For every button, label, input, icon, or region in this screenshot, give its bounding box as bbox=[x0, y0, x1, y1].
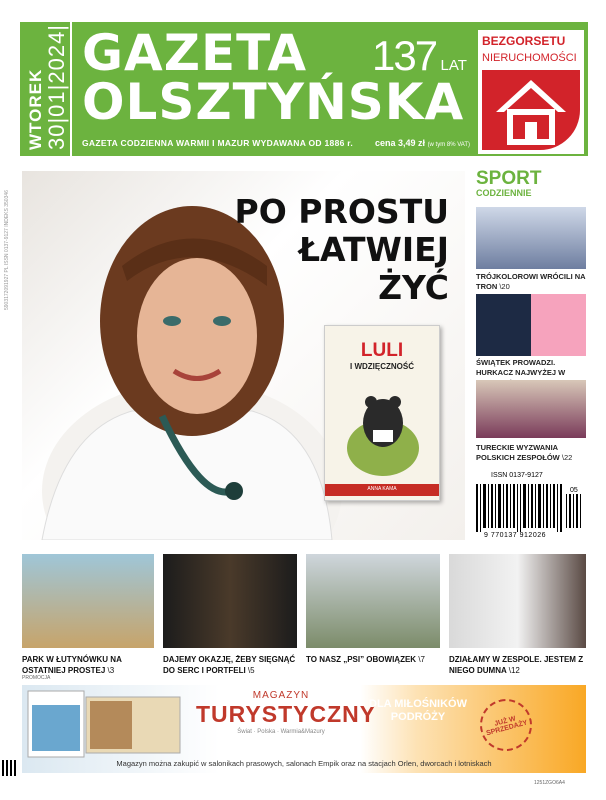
story-photo-portrait[interactable] bbox=[449, 554, 586, 648]
anniversary-badge bbox=[372, 32, 467, 80]
sport-item-title: ŚWIĄTEK PROWADZI. HURKACZ NAJWYŻEJ W bbox=[476, 358, 566, 377]
page-ref: \3 bbox=[107, 666, 115, 675]
book-subtitle: I WDZIĘCZNOŚĆ bbox=[350, 362, 414, 371]
sport-item-caption[interactable] bbox=[476, 443, 588, 463]
story-caption[interactable] bbox=[163, 654, 301, 676]
sport-photo-volleyball[interactable] bbox=[476, 207, 586, 269]
sport-header: SPORT bbox=[476, 168, 542, 189]
story-title: PARK W ŁUTYNÓWKU NA OSTATNIEJ PROSTEJ bbox=[22, 655, 122, 675]
price bbox=[375, 138, 470, 148]
anniversary-label: LAT bbox=[440, 57, 467, 74]
story-title: DAJEMY OKAZJĘ, ŻEBY SIĘGNĄĆ DO SERC I PORTFELI bbox=[163, 655, 296, 675]
price-value: cena 3,49 zł bbox=[375, 138, 426, 148]
issn: ISSN 0137-9127 bbox=[491, 472, 543, 479]
newspaper-title-line2: OLSZTYŃSKA bbox=[82, 73, 465, 131]
sport-photo-handball[interactable] bbox=[476, 380, 586, 438]
tagline: GAZETA CODZIENNA WARMII I MAZUR WYDAWANA OD 1886 r. bbox=[82, 138, 354, 148]
hero-headline bbox=[189, 193, 449, 307]
on-sale-stamp: JUŻ W SPRZEDAŻY bbox=[474, 693, 538, 757]
book-cover bbox=[324, 325, 440, 501]
story-caption[interactable] bbox=[449, 654, 586, 676]
promo-label: PROMOCJA bbox=[22, 675, 51, 681]
promo-footer: Magazyn można zakupić w salonikach prasowych, salonach Empik oraz na stacjach Orlen, dworcach i lotniskach bbox=[116, 759, 492, 768]
barcode-icon bbox=[476, 484, 584, 532]
story-caption[interactable] bbox=[306, 654, 440, 665]
page-ref: \5 bbox=[247, 666, 255, 675]
magazine-covers bbox=[24, 687, 184, 759]
page-ref: \12 bbox=[508, 666, 520, 675]
page-ref: \20 bbox=[499, 282, 510, 291]
newspaper-title-line1: GAZETA bbox=[82, 24, 308, 82]
book-author: ANNA KAMA bbox=[367, 486, 397, 492]
house-icon bbox=[482, 70, 580, 150]
sport-item-title: TRÓJKOLOROWI WRÓCILI NA TRON bbox=[476, 272, 586, 291]
day-name: WTOREK bbox=[26, 68, 45, 150]
promo-banner[interactable] bbox=[22, 685, 586, 773]
sport-item-title: TURECKIE WYZWANIA POLSKICH ZESPOŁÓW bbox=[476, 443, 560, 462]
issue-date: 30|01|2024| bbox=[44, 23, 69, 150]
hero-story[interactable] bbox=[22, 171, 465, 540]
hero-headline-line: ŻYĆ bbox=[378, 268, 449, 307]
page-ref: \7 bbox=[418, 655, 425, 664]
ad-brand: BEZGORSETU bbox=[482, 34, 566, 48]
sport-photo-tennis[interactable] bbox=[476, 294, 586, 356]
book-title: LULI bbox=[360, 340, 404, 361]
issue-number: 05 bbox=[570, 487, 578, 494]
magazine-name: TURYSTYCZNY bbox=[196, 701, 377, 727]
sport-subheader: CODZIENNIE bbox=[476, 188, 532, 198]
hero-headline-line: PO PROSTU bbox=[234, 192, 449, 231]
promo-tag: DLA MIŁOŚNIKÓW PODRÓŻY bbox=[369, 698, 467, 723]
magazine-subtitle: Świat · Polska · Warmia&Mazury bbox=[237, 729, 325, 735]
ad-subtitle: NIERUCHOMOŚCI bbox=[482, 52, 577, 64]
hero-headline-line: ŁATWIEJ bbox=[298, 230, 449, 269]
story-caption[interactable] bbox=[22, 654, 154, 676]
qr-code-icon bbox=[2, 760, 18, 776]
anniversary-number: 137 bbox=[372, 32, 437, 79]
page-ref: \22 bbox=[561, 453, 573, 462]
story-photo-dog-bin[interactable] bbox=[306, 554, 440, 648]
price-vat: (w tym 8% VAT) bbox=[427, 142, 471, 148]
magazine-kicker: MAGAZYN bbox=[252, 690, 310, 701]
real-estate-ad[interactable] bbox=[478, 30, 584, 154]
barcode-number: 9 770137 912026 bbox=[484, 532, 546, 539]
bear-illustration bbox=[343, 378, 423, 478]
story-photo-park[interactable] bbox=[22, 554, 154, 648]
side-index-text: 5903172091927 PL ISSN 0137-9127 INDEKS 350346 bbox=[4, 190, 10, 310]
story-title: TO NASZ „PSI” OBOWIĄZEK bbox=[306, 655, 417, 664]
corner-code: 1251ZGO6A4 bbox=[534, 780, 565, 786]
story-title: DZIAŁAMY W ZESPOLE. JESTEM Z NIEGO DUMNA bbox=[449, 655, 584, 675]
story-photo-concert[interactable] bbox=[163, 554, 297, 648]
sport-item-caption[interactable] bbox=[476, 272, 588, 292]
date-box bbox=[20, 22, 72, 156]
masthead bbox=[20, 22, 588, 156]
